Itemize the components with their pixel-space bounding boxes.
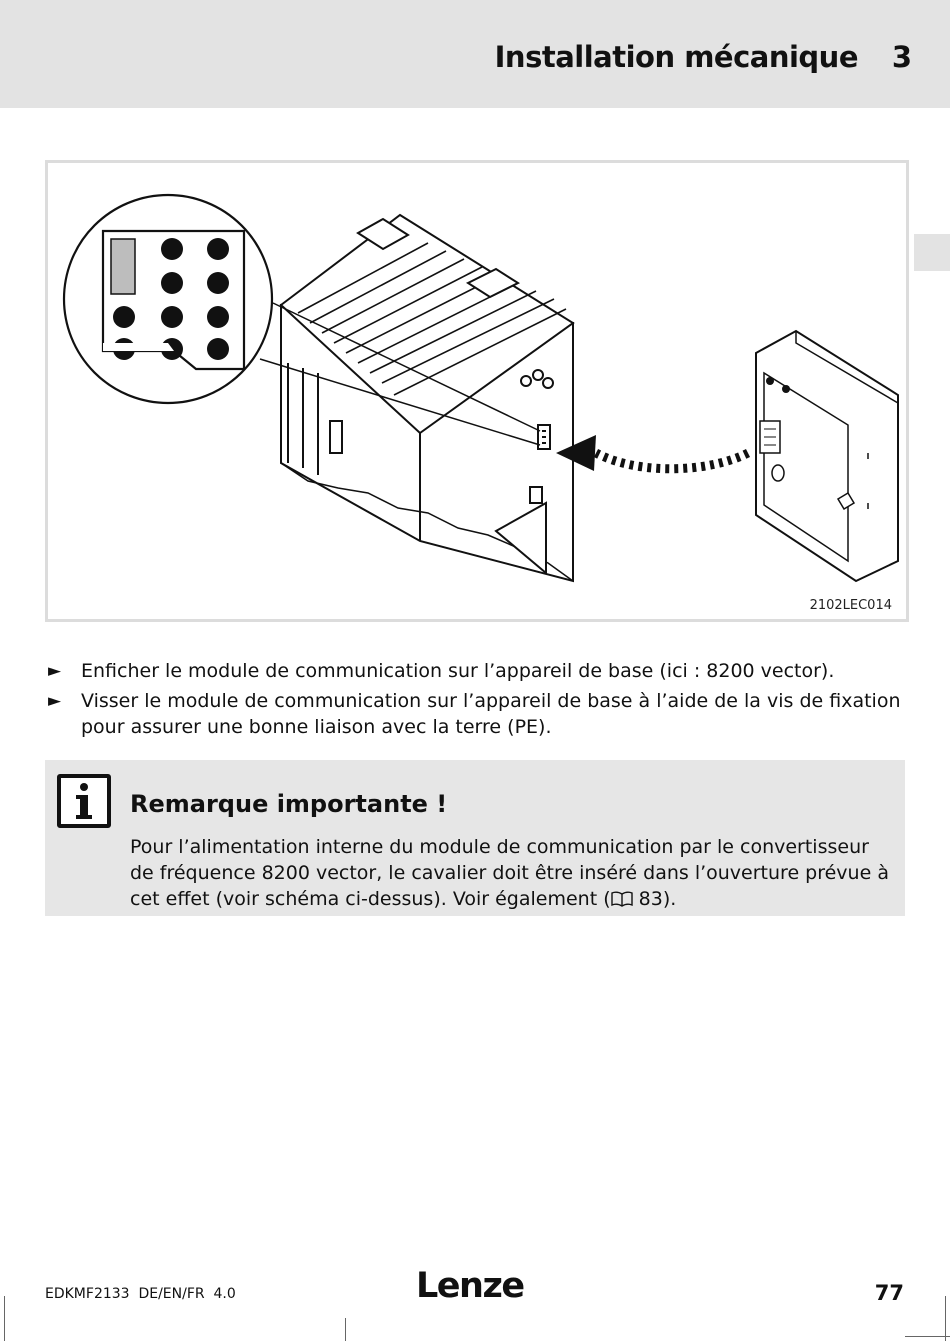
page-number: 77 (874, 1281, 904, 1305)
note-text-body: Pour l’alimentation interne du module de communication par le convertisseur de fréquence 8200 vector, le cavalier doit être inséré dans l’ouverture prévue à cet effet (voir schéma ci-dessus). Voir également ( (130, 836, 889, 910)
crop-mark (945, 1296, 946, 1341)
info-icon (57, 774, 111, 828)
note-text-end: ). (662, 888, 677, 910)
instruction-text: Visser le module de communication sur l’appareil de base à l’aide de la vis de fixation pour assurer une bonne liaison avec la terre (PE). (81, 690, 901, 738)
lenze-logo: Lenze (416, 1266, 524, 1306)
important-note (45, 760, 905, 916)
book-icon (611, 888, 633, 914)
chapter-tab-marker (914, 234, 950, 271)
page-title: Installation mécanique (494, 40, 858, 74)
crop-mark (345, 1318, 346, 1341)
installation-figure (45, 160, 909, 622)
crop-mark (905, 1336, 950, 1337)
crop-mark (4, 1296, 5, 1341)
list-item (48, 688, 908, 740)
triangle-bullet-icon: ► (48, 661, 62, 681)
figure-code: 2102LEC014 (809, 598, 892, 613)
device-illustration (48, 163, 906, 619)
document-id: EDKMF2133 DE/EN/FR 4.0 (45, 1286, 236, 1302)
chapter-number: 3 (891, 40, 912, 74)
instruction-text: Enficher le module de communication sur l’appareil de base (ici : 8200 vector). (81, 660, 835, 682)
instruction-list (48, 658, 908, 744)
note-title: Remarque importante ! (130, 790, 448, 818)
triangle-bullet-icon: ► (48, 691, 62, 711)
note-text (130, 834, 890, 914)
page-reference[interactable]: 83 (638, 888, 663, 910)
list-item (48, 658, 908, 684)
